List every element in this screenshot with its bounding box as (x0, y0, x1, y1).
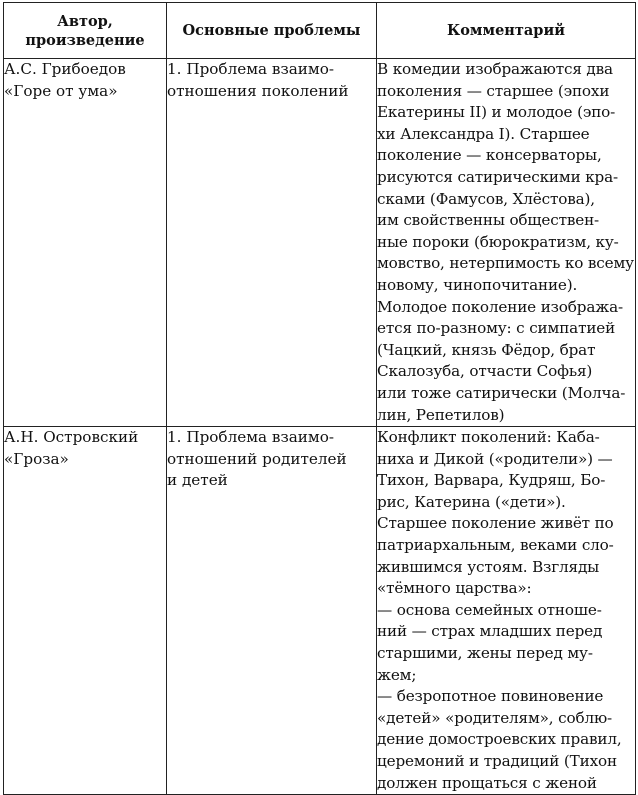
comment-line: новому, чинопочитание). (377, 275, 578, 294)
comment-line: им свойственны обществен- (377, 211, 600, 230)
problem-line: 1. Проблема взаимо- (167, 60, 335, 78)
comment-line: ется по-разному: с симпатией (377, 319, 616, 338)
comment-line: должен прощаться с женой (377, 773, 597, 792)
header-problems: Основные проблемы (167, 3, 377, 59)
comment-line: лин, Репетилов) (377, 405, 505, 424)
comment-line: жившимся устоям. Взгляды (377, 557, 600, 576)
comment-line: Молодое поколение изобража- (377, 297, 623, 316)
work-title: «Горе от ума» (4, 81, 118, 100)
comment-line: Тихон, Варвара, Кудряш, Бо- (377, 471, 606, 490)
comment-line: церемоний и традиций (Тихон (377, 752, 618, 770)
comment-line: или тоже сатирически (Молча- (377, 383, 626, 402)
header-author (4, 3, 167, 59)
problem-cell (167, 427, 377, 795)
problem-line: отношения поколений (167, 81, 349, 100)
author-name: А.С. Грибоедов (4, 60, 126, 78)
author-cell (4, 59, 167, 427)
comment-line: «тёмного царства»: (377, 579, 532, 598)
comment-line: сками (Фамусов, Хлёстова), (377, 189, 595, 208)
table-row (4, 427, 636, 795)
comment-cell (377, 59, 636, 427)
comment-line: поколение — консерваторы, (377, 146, 602, 165)
comment-line: ний — страх младших перед (377, 622, 603, 641)
comment-line: жем; (377, 665, 417, 684)
comment-line: Конфликт поколений: Каба- (377, 428, 600, 447)
comment-line: Скалозуба, отчасти Софья) (377, 362, 593, 381)
header-author-line: Автор, (57, 12, 113, 30)
problem-line: 1. Проблема взаимо- (167, 428, 335, 447)
comment-line: мовство, нетерпимость ко всему (377, 254, 634, 273)
comment-line: «детей» «родителям», соблю- (377, 708, 613, 727)
comment-line: (Чацкий, князь Фёдор, брат (377, 340, 596, 359)
comment-line: Екатерины II) и молодое (эпо- (377, 103, 616, 122)
comment-line: патриархальным, веками сло- (377, 536, 614, 555)
comment-line: старшими, жены перед му- (377, 644, 593, 663)
author-cell (4, 427, 167, 795)
comment-line: поколения — старшее (эпохи (377, 81, 610, 100)
literature-problems-table (3, 2, 636, 795)
comment-line: В комедии изображаются два (377, 60, 613, 78)
comment-line: — основа семейных отноше- (377, 600, 602, 619)
table-row (4, 59, 636, 427)
comment-cell (377, 427, 636, 795)
header-author-line: произведение (25, 31, 145, 49)
comment-line: хи Александра I). Старшее (377, 124, 590, 143)
comment-line: ные пороки (бюрократизм, ку- (377, 232, 619, 251)
problem-line: и детей (167, 471, 228, 490)
comment-line: Старшее поколение живёт по (377, 514, 614, 533)
problem-line: отношений родителей (167, 449, 347, 468)
author-name: А.Н. Островский (4, 428, 139, 447)
problem-cell (167, 59, 377, 427)
header-row (4, 3, 636, 59)
work-title: «Гроза» (4, 449, 69, 468)
comment-line: рисуются сатирическими кра- (377, 167, 619, 186)
comment-line: дение домостроевских правил, (377, 730, 622, 749)
comment-line: рис, Катерина («дети»). (377, 492, 566, 511)
comment-line: — безропотное повиновение (377, 687, 604, 706)
comment-line: ниха и Дикой («родители») — (377, 449, 613, 468)
header-comment: Комментарий (377, 3, 636, 59)
